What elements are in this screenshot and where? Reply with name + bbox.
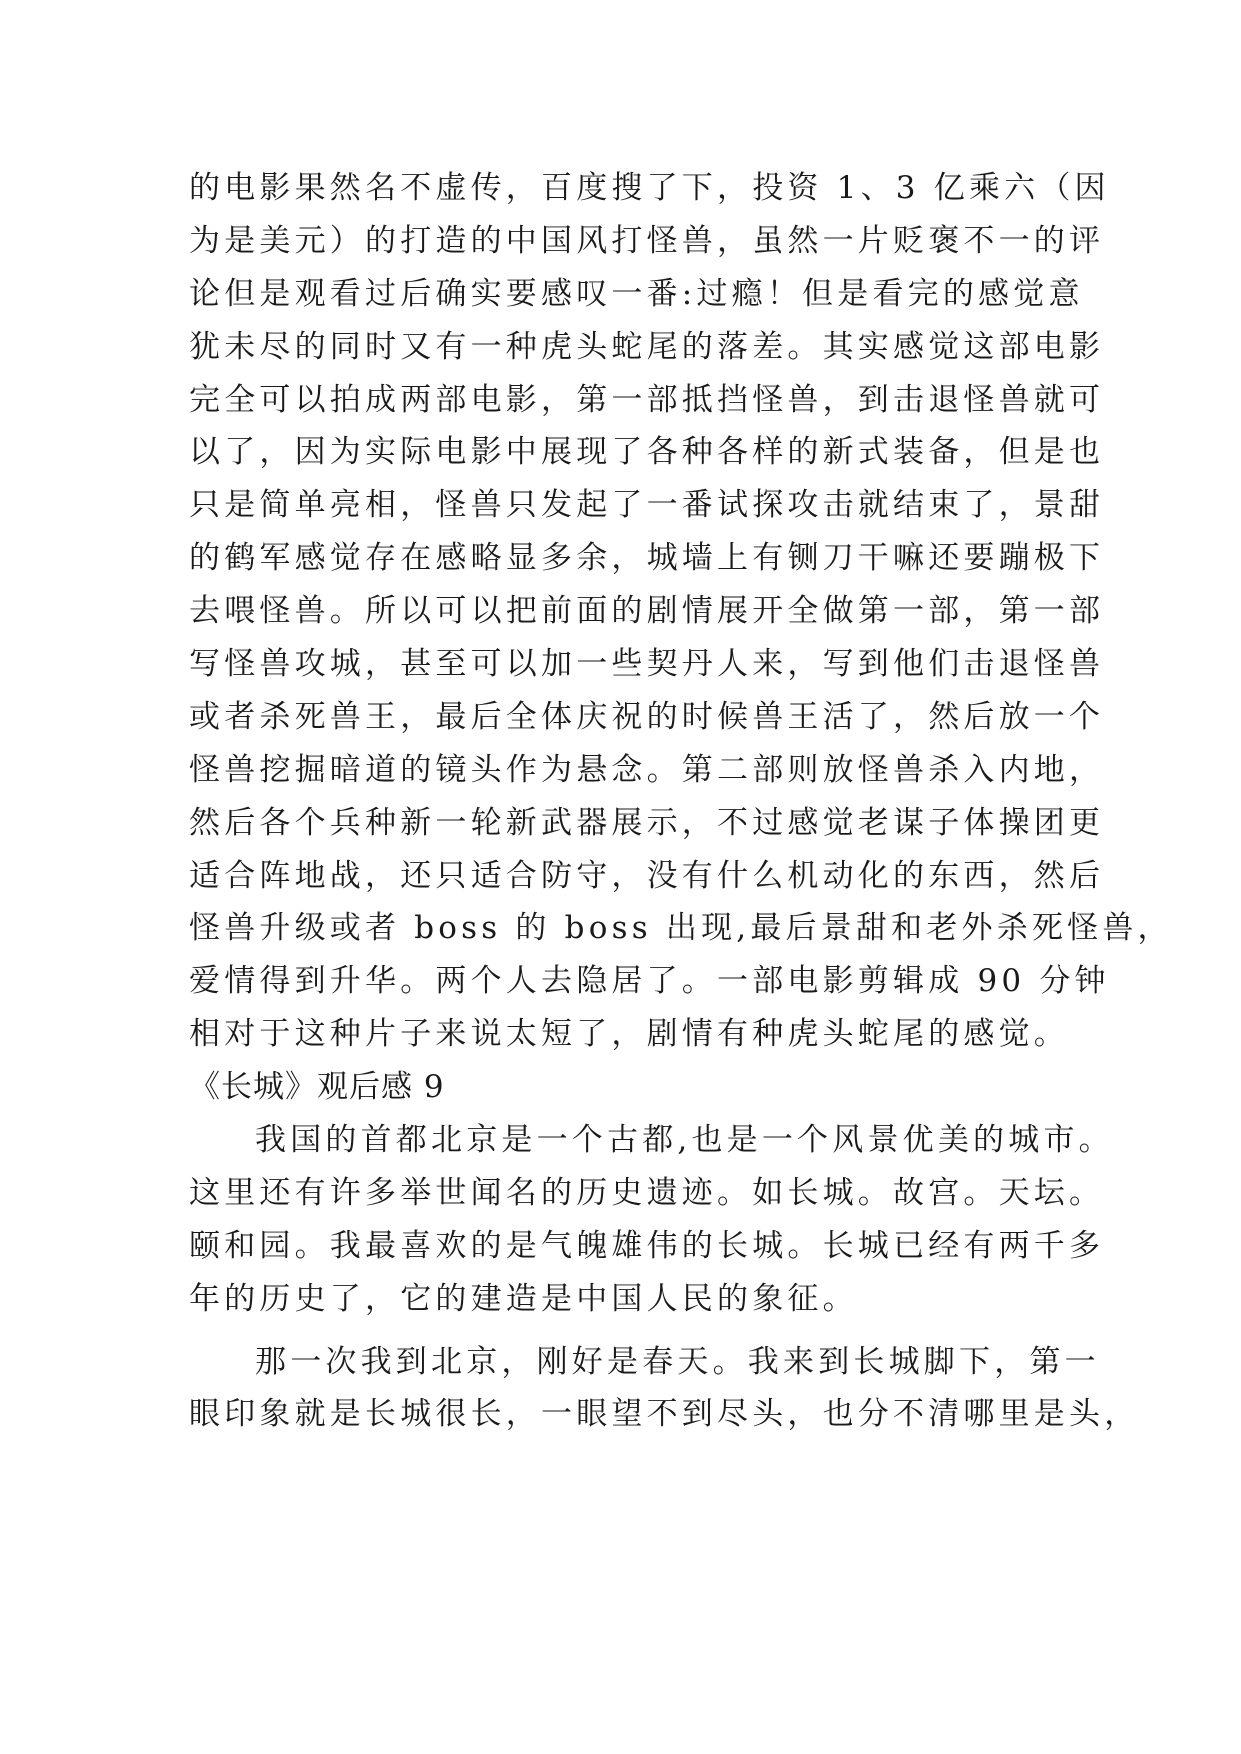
review-9-paragraph-1 bbox=[189, 1114, 1114, 1326]
text-line: 怪兽挖掘暗道的镜头作为悬念。第二部则放怪兽杀入内地， bbox=[189, 751, 1105, 788]
text-line: 这里还有许多举世闻名的历史遗迹。如长城。故宫。天坛。 bbox=[189, 1174, 1105, 1211]
text-line: 适合阵地战，还只适合防守，没有什么机动化的东西，然后 bbox=[189, 857, 1105, 894]
text-line: 或者杀死兽王，最后全体庆祝的时候兽王活了，然后放一个 bbox=[189, 698, 1105, 735]
text-line: 的电影果然名不虚传，百度搜了下，投资 1、3 亿乘六（因 bbox=[189, 170, 1110, 206]
review-9-title: 《长城》观后感 9 bbox=[189, 1069, 445, 1106]
text-line: 年的历史了，它的建造是中国人民的象征。 bbox=[189, 1280, 858, 1317]
text-line: 爱情得到升华。两个人去隐居了。一部电影剪辑成 90 分钟 bbox=[189, 963, 1110, 1000]
text-line: 然后各个兵种新一轮新武器展示，不过感觉老谋子体操团更 bbox=[189, 804, 1105, 841]
document-body bbox=[189, 162, 1173, 1441]
text-line: 去喂怪兽。所以可以把前面的剧情展开全做第一部，第一部 bbox=[189, 593, 1105, 630]
review-8-continuation-paragraph bbox=[189, 162, 1173, 1061]
text-line: 相对于这种片子来说太短了，剧情有种虎头蛇尾的感觉。 bbox=[189, 1016, 1069, 1053]
text-line: 颐和园。我最喜欢的是气魄雄伟的长城。长城已经有两千多 bbox=[189, 1227, 1105, 1264]
text-line: 论但是观看过后确实要感叹一番:过瘾！但是看完的感觉意 bbox=[189, 275, 1084, 312]
text-line: 的鹤军感觉存在感略显多余，城墙上有铡刀干嘛还要蹦极下 bbox=[189, 540, 1105, 577]
review-9-paragraph-2 bbox=[189, 1336, 1140, 1442]
text-line: 为是美元）的打造的中国风打怪兽，虽然一片贬褒不一的评 bbox=[189, 222, 1105, 259]
text-line: 犹未尽的同时又有一种虎头蛇尾的落差。其实感觉这部电影 bbox=[189, 328, 1105, 365]
text-line: 我国的首都北京是一个古都,也是一个风景优美的城市。 bbox=[255, 1122, 1114, 1159]
text-line: 只是简单亮相，怪兽只发起了一番试探攻击就结束了，景甜 bbox=[189, 487, 1105, 524]
text-line: 眼印象就是长城很长，一眼望不到尽头，也分不清哪里是头， bbox=[189, 1396, 1140, 1433]
text-line: 那一次我到北京，刚好是春天。我来到长城脚下，第一 bbox=[255, 1343, 1100, 1380]
text-line: 怪兽升级或者 boss 的 boss 出现,最后景甜和老外杀死怪兽， bbox=[189, 910, 1173, 947]
text-line: 写怪兽攻城，甚至可以加一些契丹人来，写到他们击退怪兽 bbox=[189, 646, 1105, 683]
text-line: 以了，因为实际电影中展现了各种各样的新式装备，但是也 bbox=[189, 434, 1105, 471]
text-line: 完全可以拍成两部电影，第一部抵挡怪兽，到击退怪兽就可 bbox=[189, 381, 1105, 418]
